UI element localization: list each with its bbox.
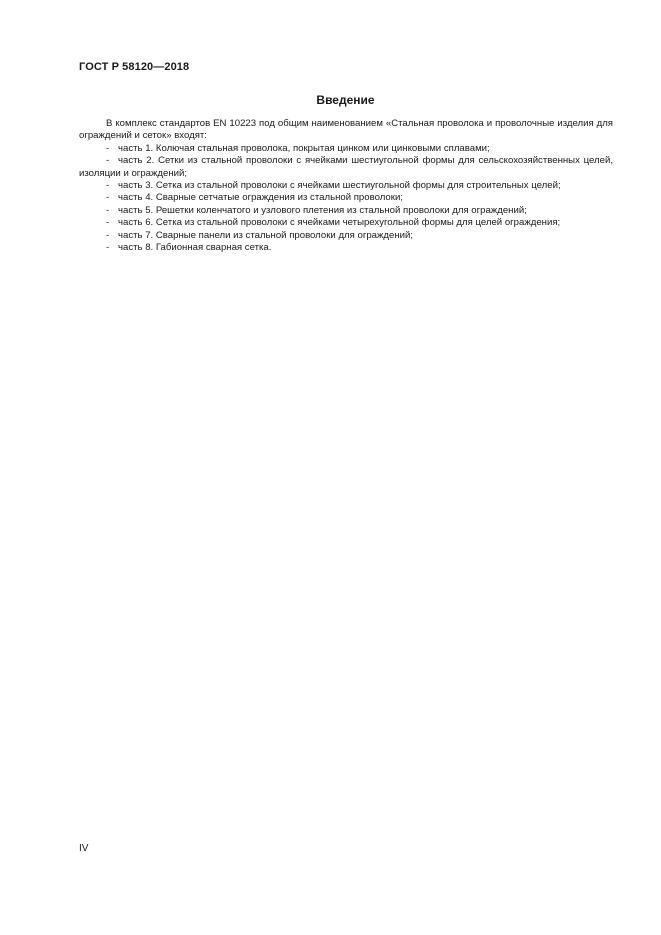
list-dash: - (106, 180, 110, 192)
list-item (79, 155, 613, 180)
list-item-text: часть 3. Сетка из стальной проволоки с ячейками шестиугольной формы для строительных целей; (118, 180, 561, 192)
page-number: IV (79, 843, 89, 854)
list-dash: - (106, 229, 110, 241)
list-item (79, 230, 613, 242)
list-dash: - (106, 155, 110, 167)
list-item-text: часть 1. Колючая стальная проволока, покрытая цинком или цинковыми сплавами; (118, 142, 490, 154)
list-dash: - (106, 204, 110, 216)
intro-paragraph: В комплекс стандартов EN 10223 под общим наименованием «Стальная проволока и проволочные изделия для ограждений и сеток» входят: (79, 118, 613, 142)
document-code: ГОСТ Р 58120—2018 (79, 61, 190, 73)
list-item-text: часть 7. Сварные панели из стальной проволоки для ограждений; (118, 229, 414, 241)
section-title: Введение (316, 93, 375, 107)
section-body (79, 118, 613, 254)
list-item-text: часть 8. Габионная сварная сетка. (118, 242, 272, 254)
list-item (79, 242, 613, 254)
list-item-text: часть 2. Сетки из стальной проволоки с ячейками шестиугольной формы для сельскохозяйственных целей, изоляции и ограждений; (79, 155, 613, 179)
list-dash: - (106, 242, 110, 254)
list-item (79, 192, 613, 204)
list-item-text: часть 5. Решетки коленчатого и узлового плетения из стальной проволоки для ограждений; (118, 204, 527, 216)
list-dash: - (106, 142, 110, 154)
list-item-text: часть 6. Сетка из стальной проволоки с ячейками четырехугольной формы для целей ограждения; (118, 217, 561, 229)
list-item (79, 180, 613, 192)
list-dash: - (106, 217, 110, 229)
list-dash: - (106, 192, 110, 204)
list-item-text: часть 4. Сварные сетчатые ограждения из стальной проволоки; (118, 192, 403, 204)
list-item (79, 205, 613, 217)
list-item (79, 143, 613, 155)
list-item (79, 217, 613, 229)
